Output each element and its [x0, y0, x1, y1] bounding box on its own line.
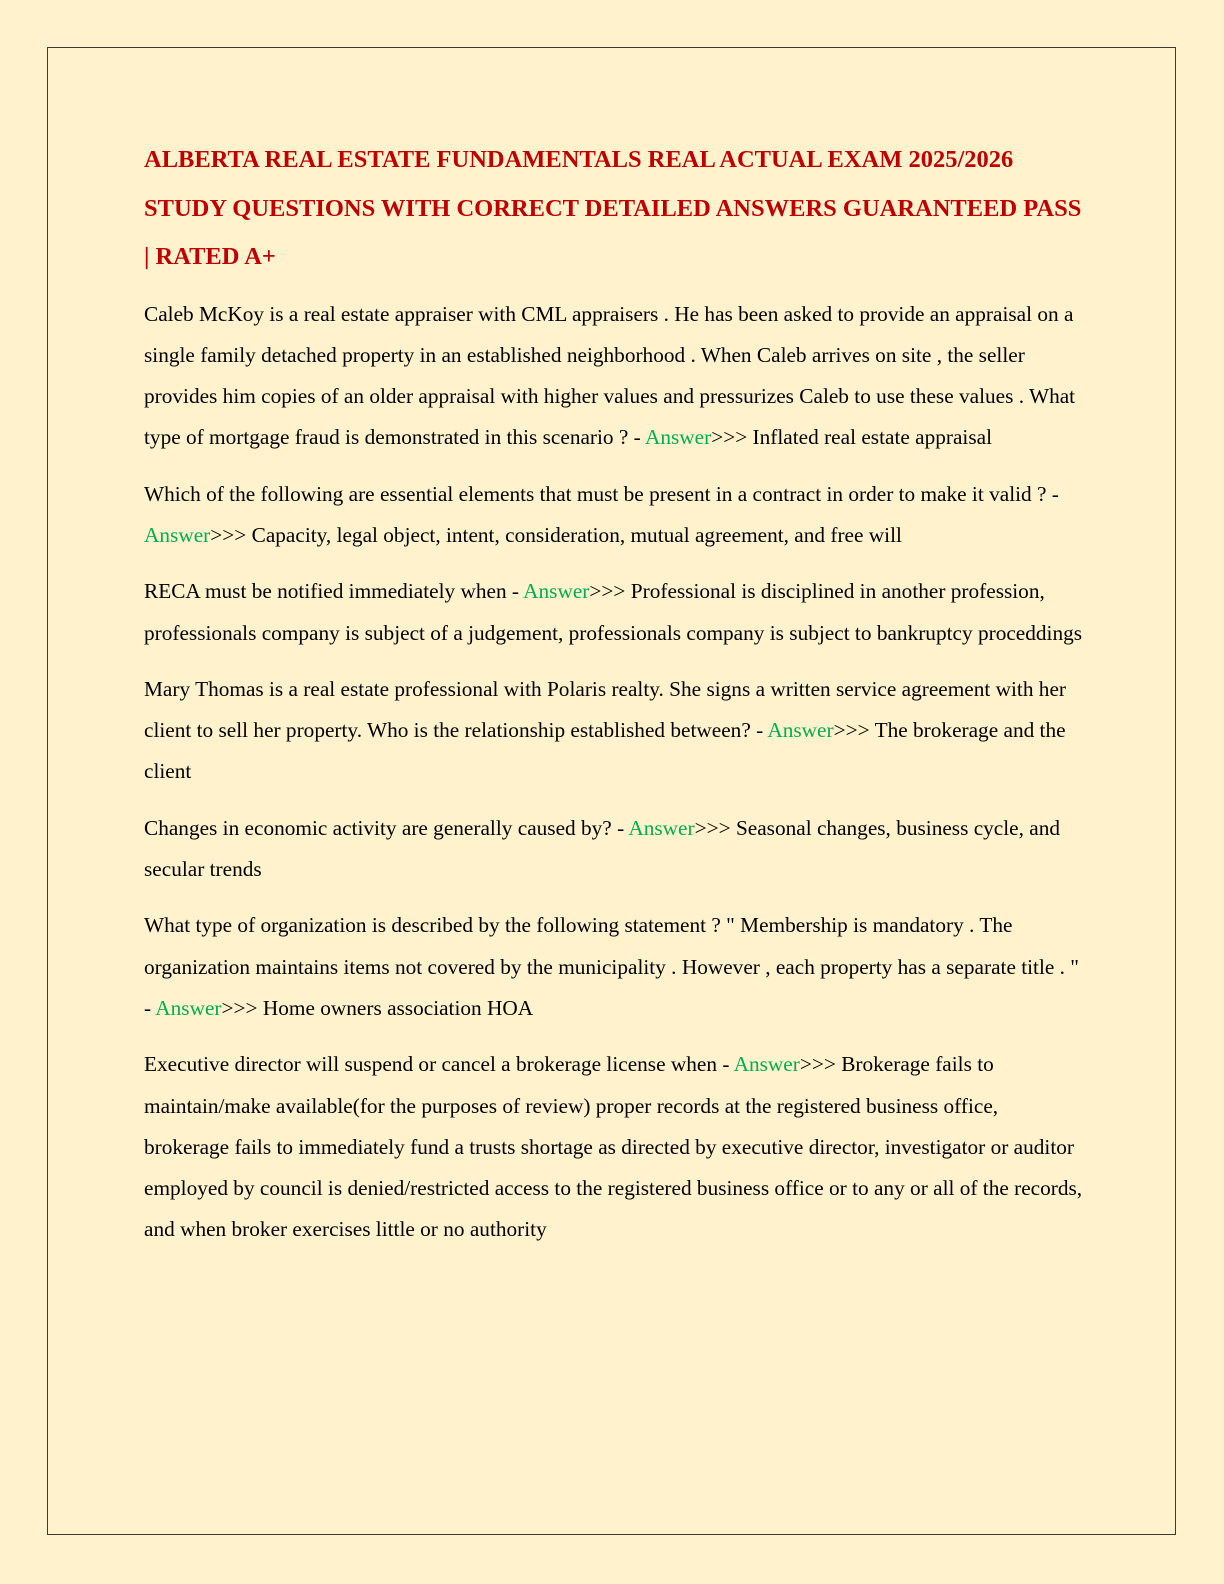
- answer-text: Home owners association HOA: [262, 995, 534, 1020]
- answer-marker: >>>: [799, 1052, 842, 1077]
- answer-text: Professional is disciplined in another profession, professionals company is subject of a judgement, professionals company is subject to bankruptcy proceddings: [144, 579, 1083, 645]
- answer-text: Capacity, legal object, intent, consideration, mutual agreement, and free will: [251, 522, 902, 547]
- answer-label: Answer: [767, 718, 834, 743]
- qa-item: [144, 669, 1084, 793]
- answer-label: Answer: [155, 995, 222, 1020]
- question-text: Changes in economic activity are generally caused by? -: [144, 815, 629, 840]
- qa-item: [144, 1044, 1084, 1250]
- answer-label: Answer: [644, 425, 712, 450]
- answer-marker: >>>: [711, 425, 753, 450]
- question-text: Caleb McKoy is a real estate appraiser with CML appraisers . He has been asked to provide an appraisal on a single family detached property in an established neighborhood . When Caleb arrives on site , the seller provides him copies of an older appraisal with higher values and pressurizes Caleb to use these values . What type of mortgage fraud is demonstrated in this scenario ? -: [144, 301, 1076, 450]
- answer-label: Answer: [628, 815, 695, 840]
- answer-text: The brokerage and the client: [144, 718, 1066, 784]
- question-text: RECA must be notified immediately when -: [144, 579, 524, 604]
- question-text: Mary Thomas is a real estate professional with Polaris realty. She signs a written service agreement with her client to sell her property. Who is the relationship established between? -: [144, 676, 1067, 743]
- answer-marker: >>>: [694, 815, 736, 840]
- answer-label: Answer: [523, 579, 590, 604]
- question-text: Executive director will suspend or cancel a brokerage license when -: [144, 1052, 734, 1077]
- answer-label: Answer: [733, 1052, 800, 1077]
- qa-item: [144, 571, 1084, 654]
- document-title: ALBERTA REAL ESTATE FUNDAMENTALS REAL ACTUAL EXAM 2025/2026 STUDY QUESTIONS WITH CORRECT DETAILED ANSWERS GUARANTEED PASS | RATED A+: [144, 146, 1082, 270]
- question-text: Which of the following are essential elements that must be present in a contract in order to make it valid ? -: [144, 481, 1059, 506]
- answer-text: Inflated real estate appraisal: [752, 425, 993, 450]
- qa-item: [144, 474, 1084, 557]
- answer-text: Brokerage fails to maintain/make available(for the purposes of review) proper records at the registered business office, brokerage fails to immediately fund a trusts shortage as directed by executive director, investigator or auditor employed by council is denied/restricted access to the registered business office or to any or all of the records, and when broker exercises little or no authority: [144, 1052, 1083, 1242]
- qa-item: [144, 905, 1084, 1029]
- answer-marker: >>>: [589, 579, 631, 604]
- document-content: [144, 136, 1084, 1266]
- answer-marker: >>>: [210, 522, 252, 547]
- answer-marker: >>>: [833, 718, 875, 743]
- question-text: What type of organization is described by the following statement ? " Membership is mandatory . The organization maintains items not covered by the municipality . However , each property has a separate title . " -: [144, 913, 1080, 1020]
- qa-item: [144, 294, 1084, 459]
- qa-item: [144, 808, 1084, 891]
- answer-marker: >>>: [221, 995, 263, 1020]
- answer-label: Answer: [144, 522, 211, 547]
- answer-text: Seasonal changes, business cycle, and secular trends: [144, 815, 1061, 882]
